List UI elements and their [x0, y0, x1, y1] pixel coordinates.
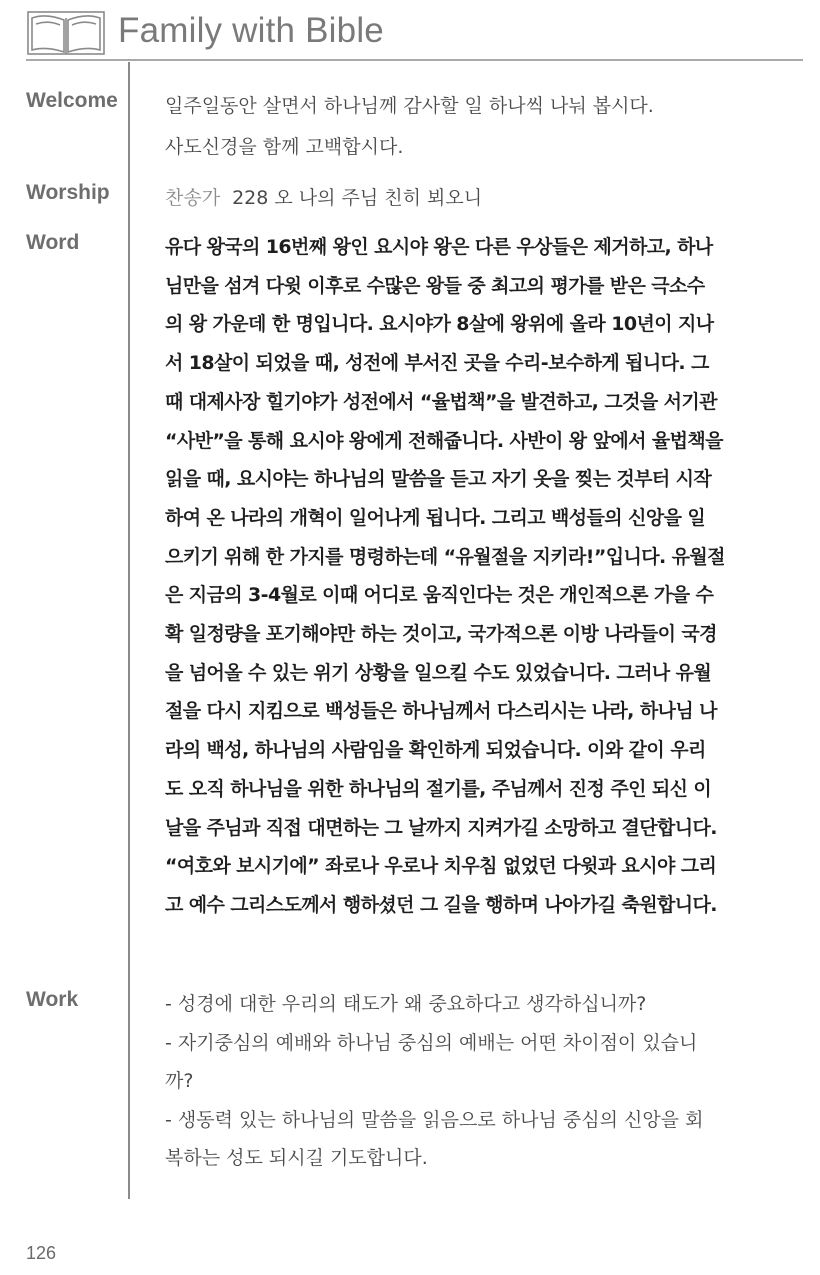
open-book-icon	[26, 8, 106, 56]
work-item: - 성경에 대한 우리의 태도가 왜 중요하다고 생각하십니까?	[165, 993, 647, 1015]
word-line: 의 왕 가운데 한 명입니다. 요시야가 8살에 왕위에 올라 10년이 지나	[165, 313, 714, 336]
word-line: 으키기 위해 한 가지를 명령하는데 “유월절을 지키라!”입니다. 유월절	[165, 545, 725, 568]
word-line: 확 일정량을 포기해야만 하는 것이고, 국가적으론 이방 나라들이 국경	[165, 623, 717, 645]
header-divider	[26, 59, 803, 61]
section-label-worship: Worship	[26, 181, 110, 204]
word-line: 고 예수 그리스도께서 행하셨던 그 길을 행하며 나아가길 축원합니다.	[165, 893, 717, 916]
work-item: - 생동력 있는 하나님의 말씀을 읽음으로 하나님 중심의 신앙을 회	[165, 1108, 704, 1131]
hymn-label: 찬송가	[165, 187, 221, 209]
word-line: 은 지금의 3-4월로 이때 어디로 움직인다는 것은 개인적으론 가을 수	[165, 584, 714, 607]
worship-hymn	[165, 183, 482, 210]
section-label-welcome: Welcome	[26, 89, 118, 112]
work-item: - 자기중심의 예배와 하나님 중심의 예배는 어떤 차이점이 있습니	[165, 1031, 698, 1054]
word-line: “사반”을 통해 요시야 왕에게 전해줍니다. 사반이 왕 앞에서 율법책을	[165, 429, 723, 452]
column-divider	[128, 62, 130, 1199]
word-line: 읽을 때, 요시야는 하나님의 말씀을 듣고 자기 옷을 찢는 것부터 시작	[165, 468, 712, 491]
word-line: 하여 온 나라의 개혁이 일어나게 됩니다. 그리고 백성들의 신앙을 일	[165, 506, 706, 529]
welcome-line: 일주일동안 살면서 하나님께 감사할 일 하나씩 나눠 봅시다.	[165, 95, 654, 117]
work-item: 복하는 성도 되시길 기도합니다.	[165, 1147, 428, 1169]
word-line: 라의 백성, 하나님의 사람임을 확인하게 되었습니다. 이와 같이 우리	[165, 739, 706, 762]
word-line: “여호와 보시기에” 좌로나 우로나 치우침 없었던 다윗과 요시야 그리	[165, 855, 717, 878]
word-line: 날을 주님과 직접 대면하는 그 날까지 지켜가길 소망하고 결단합니다.	[165, 816, 717, 839]
word-line: 을 넘어올 수 있는 위기 상황을 일으킬 수도 있었습니다. 그러나 유월	[165, 661, 712, 684]
word-line: 절을 다시 지킴으로 백성들은 하나님께서 다스리시는 나라, 하나님 나	[165, 700, 717, 723]
hymn-title: 228 오 나의 주님 친히 뵈오니	[232, 187, 483, 209]
word-line: 서 18살이 되었을 때, 성전에 부서진 곳을 수리-보수하게 됩니다. 그	[165, 352, 709, 375]
page-title: Family with Bible	[118, 11, 384, 50]
section-label-word: Word	[26, 231, 80, 254]
word-line: 도 오직 하나님을 위한 하나님의 절기를, 주님께서 진정 주인 되신 이	[165, 777, 712, 800]
section-label-work: Work	[26, 988, 79, 1011]
word-line: 때 대제사장 힐기야가 성전에서 “율법책”을 발견하고, 그것을 서기관	[165, 390, 717, 413]
word-line: 님만을 섬겨 다윗 이후로 수많은 왕들 중 최고의 평가를 받은 극소수	[165, 274, 705, 297]
welcome-line: 사도신경을 함께 고백합시다.	[165, 136, 404, 158]
work-item: 까?	[165, 1070, 194, 1092]
page-number: 126	[26, 1243, 57, 1263]
word-line: 유다 왕국의 16번째 왕인 요시야 왕은 다른 우상들은 제거하고, 하나	[165, 236, 713, 258]
